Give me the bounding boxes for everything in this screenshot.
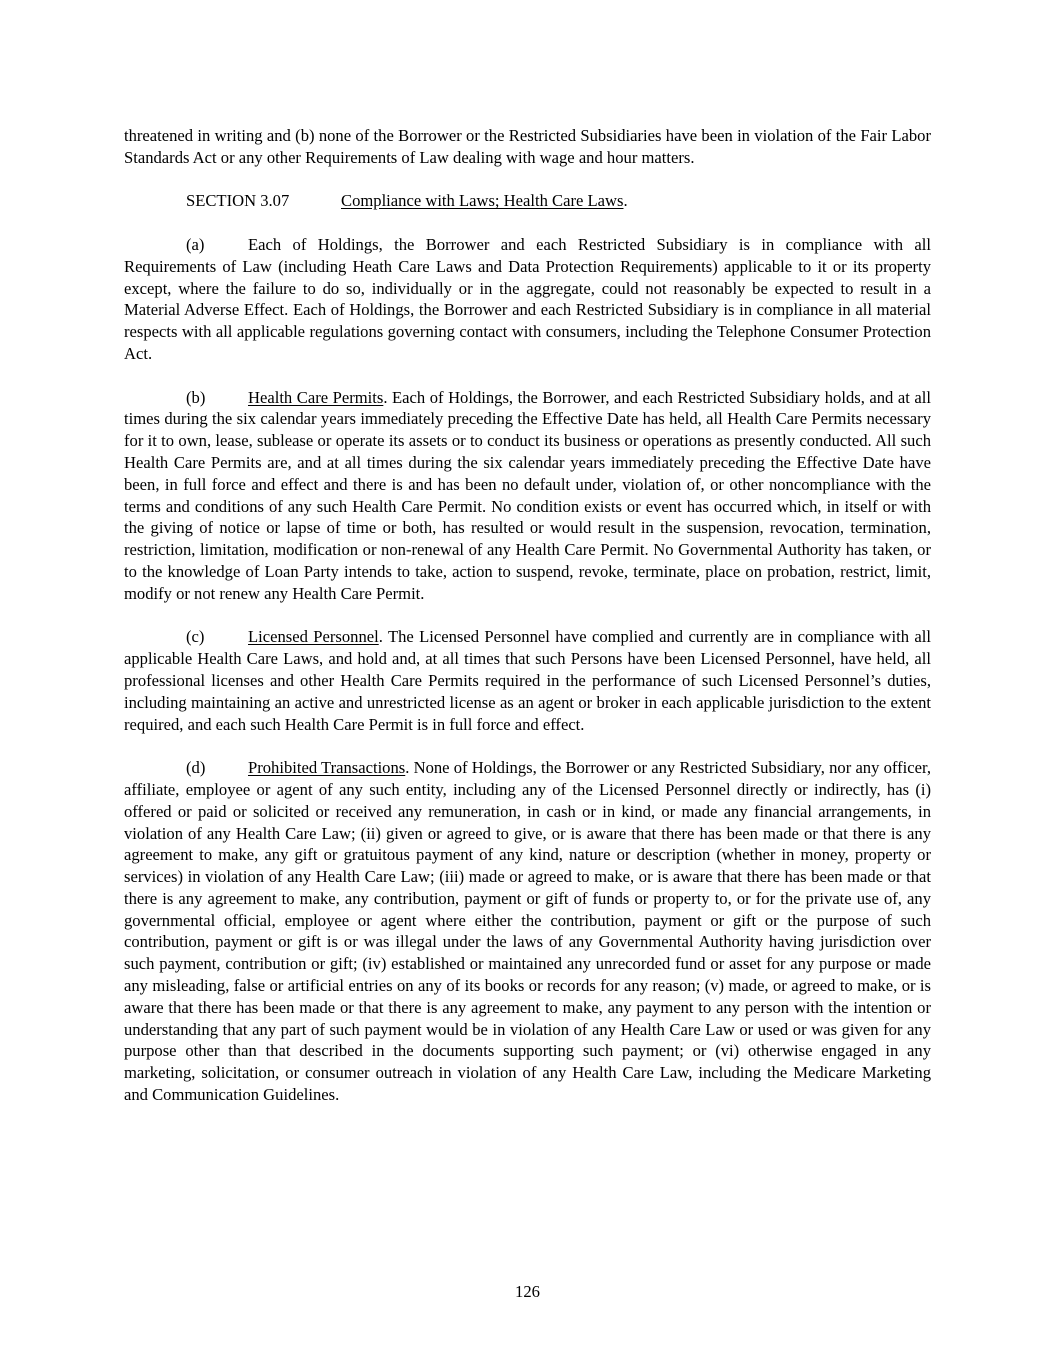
clause-text: . The Licensed Personnel have complied and currently are in compliance with all applicable Health Care Laws, and hold and, at all times that such Persons have been Licensed Personnel, have held, all professional licenses and other Health Care Permits required in the performance of such Licensed Personnel’s duties, including maintaining an active and unrestricted license as an agent or broker in each applicable jurisdiction to the extent required, and each such Health Care Permit is in full force and effect. <box>124 627 931 734</box>
clause-text: . None of Holdings, the Borrower or any Restricted Subsidiary, nor any officer, affiliate, employee or agent of any such entity, including any of the Licensed Personnel directly or indirectly, has (i) offered or paid or solicited or received any remuneration, in cash or in kind, or made any financial arrangements, in violation of any Health Care Law; (ii) given or agreed to give, or is aware that there has been made or that there is any agreement to make, any gift or gratuitous payment of any kind, nature or description (whether in money, property or services) in violation of any Health Care Law; (iii) made or agreed to make, or is aware that there has been made or that there is any agreement to make, any contribution, payment or gift of funds or property to, or for the private use of, any governmental official, employee or agent where either the contribution, payment or gift or the purpose of such contribution, payment or gift is or was illegal under the laws of any Governmental Authority having jurisdiction over such payment, contribution or gift; (iv) established or maintained any unrecorded fund or asset for any purpose or made any misleading, false or artificial entries on any of its books or records for any reason; (v) made, or agreed to make, or is aware that there has been made or that there is any agreement to make, any payment to any person with the intention or understanding that any part of such payment would be in violation of any Health Care Law or used or was given for any purpose other than that described in the documents supporting such payment; or (vi) otherwise engaged in any marketing, solicitation, or consumer outreach in violation of any Health Care Law, including the Medicare Marketing and Communication Guidelines. <box>124 758 931 1105</box>
clause-text: . Each of Holdings, the Borrower, and each Restricted Subsidiary holds, and at all times during the six calendar years immediately preceding the Effective Date has held, all Health Care Permits necessary for it to own, lease, sublease or operate its assets or to conduct its business or operations as presently conducted. All such Health Care Permits are, and at all times during the six calendar years immediately preceding the Effective Date have been, in full force and effect and there is and has been no default under, violation of, or other noncompliance with the terms and conditions of any such Health Care Permit. No condition exists or event has occurred which, in itself or with the giving of notice or lapse of time or both, has resulted or would result in the suspension, revocation, termination, restriction, limitation, modification or non-renewal of any Health Care Permit. No Governmental Authority has taken, or to the knowledge of Loan Party intends to take, action to suspend, revoke, terminate, place on probation, restrict, limit, modify or not renew any Health Care Permit. <box>124 387 931 603</box>
clause-a <box>124 234 931 365</box>
section-number: SECTION 3.07 <box>186 191 290 211</box>
section-title-period: . <box>623 191 628 211</box>
clause-heading: Prohibited Transactions <box>248 758 406 778</box>
clause-label: (c) <box>186 627 205 647</box>
clause-c <box>124 626 931 735</box>
clause-label: (b) <box>186 387 206 407</box>
clause-label: (a) <box>186 234 205 254</box>
clause-heading: Licensed Personnel <box>248 627 379 647</box>
intro-paragraph: threatened in writing and (b) none of the Borrower or the Restricted Subsidiaries have been in violation of the Fair Labor Standards Act or any other Requirements of Law dealing with wage and hour matters. <box>124 126 931 167</box>
clause-heading: Health Care Permits <box>248 387 384 407</box>
clause-b <box>124 387 931 605</box>
page-number: 126 <box>515 1282 540 1301</box>
section-heading <box>124 190 931 212</box>
clause-d <box>124 757 931 1106</box>
document-page <box>124 125 931 1106</box>
clause-label: (d) <box>186 758 206 778</box>
section-title: Compliance with Laws; Health Care Laws <box>341 191 624 211</box>
clause-text: Each of Holdings, the Borrower and each Restricted Subsidiary is in compliance with all Requirements of Law (including Heath Care Laws and Data Protection Requirements) applicable to it or its property except, where the failure to do so, individually or in the aggregate, could not reasonably be expected to result in a Material Adverse Effect. Each of Holdings, the Borrower and each Restricted Subsidiary is in compliance in all material respects with all applicable regulations governing contact with consumers, including the Telephone Consumer Protection Act. <box>124 234 931 363</box>
